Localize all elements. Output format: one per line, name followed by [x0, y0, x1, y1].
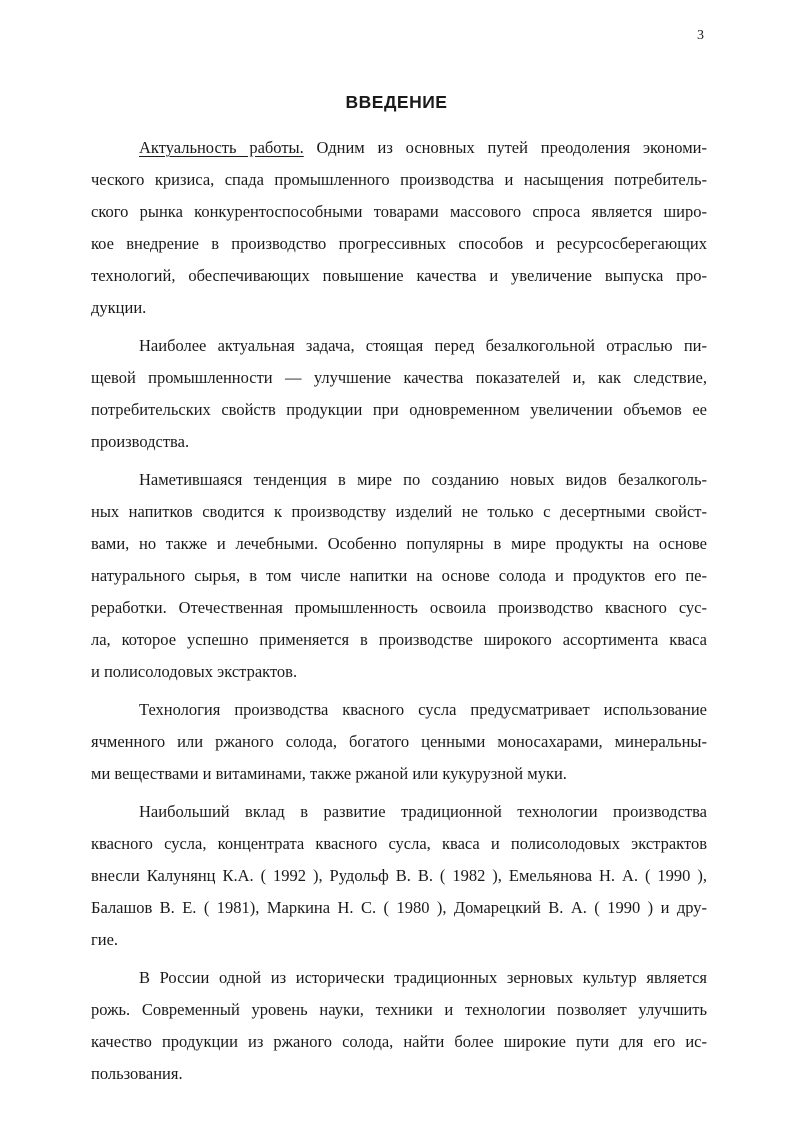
- text-line: натурального сырья, в том числе напитки на основе солода и продуктов его пе-: [91, 566, 707, 585]
- text-line: щевой промышленности — улучшение качества показателей и, как следствие,: [91, 368, 707, 387]
- paragraph: [91, 962, 707, 1090]
- text-line: кое внедрение в производство прогрессивных способов и ресурсосберегающих: [91, 234, 707, 253]
- paragraph: [91, 694, 707, 790]
- text-line: ческого кризиса, спада промышленного производства и насыщения потребитель-: [91, 170, 707, 189]
- text-line: вами, но также и лечебными. Особенно популярны в мире продукты на основе: [91, 534, 707, 553]
- text-line: гие.: [91, 930, 119, 949]
- text-line: производства.: [91, 432, 190, 451]
- text-line: ных напитков сводится к производству изделий не только с десертными свойст-: [91, 502, 707, 521]
- text-line: В России одной из исторически традиционных зерновых культур является: [139, 968, 707, 987]
- text-line: ла, которое успешно применяется в производстве широкого ассортимента кваса: [91, 630, 707, 649]
- text-line: Наиболее актуальная задача, стоящая перед безалкогольной отраслью пи-: [139, 336, 707, 355]
- text-line: ского рынка конкурентоспособными товарами массового спроса является широ-: [91, 202, 707, 221]
- section-heading: ВВЕДЕНИЕ: [345, 92, 448, 112]
- text-line: Наметившаяся тенденция в мире по созданию новых видов безалкоголь-: [139, 470, 707, 489]
- text-line: потребительских свойств продукции при одновременном увеличении объемов ее: [91, 400, 707, 419]
- relevance-label: Актуальность работы.: [139, 138, 304, 157]
- text-line: квасного сусла, концентрата квасного сусла, кваса и полисолодовых экстрактов: [91, 834, 707, 853]
- text-line: качество продукции из ржаного солода, найти более широкие пути для его ис-: [91, 1032, 707, 1051]
- text-line: ячменного или ржаного солода, богатого ценными моносахарами, минеральны-: [91, 732, 707, 751]
- page-number: 3: [697, 28, 704, 43]
- text-line: пользования.: [91, 1064, 183, 1083]
- text-line: внесли Калунянц К.А. ( 1992 ), Рудольф В. В. ( 1982 ), Емельянова Н. А. ( 1990 ),: [91, 866, 707, 885]
- text-line: Технология производства квасного сусла предусматривает использование: [139, 700, 707, 719]
- text-line-content: Одним из основных путей преодоления экономи-: [303, 138, 707, 157]
- text-line: технологий, обеспечивающих повышение качества и увеличение выпуска про-: [91, 266, 707, 285]
- paragraph-relevance: [91, 132, 707, 324]
- text-line: Наибольший вклад в развитие традиционной технологии производства: [139, 802, 707, 821]
- text-line: реработки. Отечественная промышленность освоила производство квасного сус-: [91, 598, 707, 617]
- text-line: дукции.: [91, 298, 147, 317]
- text-line: Балашов В. Е. ( 1981), Маркина Н. С. ( 1980 ), Домарецкий В. А. ( 1990 ) и дру-: [91, 898, 707, 917]
- text-line: и полисолодовых экстрактов.: [91, 662, 298, 681]
- text-line: рожь. Современный уровень науки, техники и технологии позволяет улучшить: [91, 1000, 707, 1019]
- paragraph: [91, 330, 707, 458]
- paragraph: [91, 464, 707, 688]
- text-line: [91, 132, 707, 164]
- paragraph: [91, 796, 707, 956]
- text-line: ми веществами и витаминами, также ржаной или кукурузной муки.: [91, 764, 567, 783]
- body-text: [91, 132, 707, 1096]
